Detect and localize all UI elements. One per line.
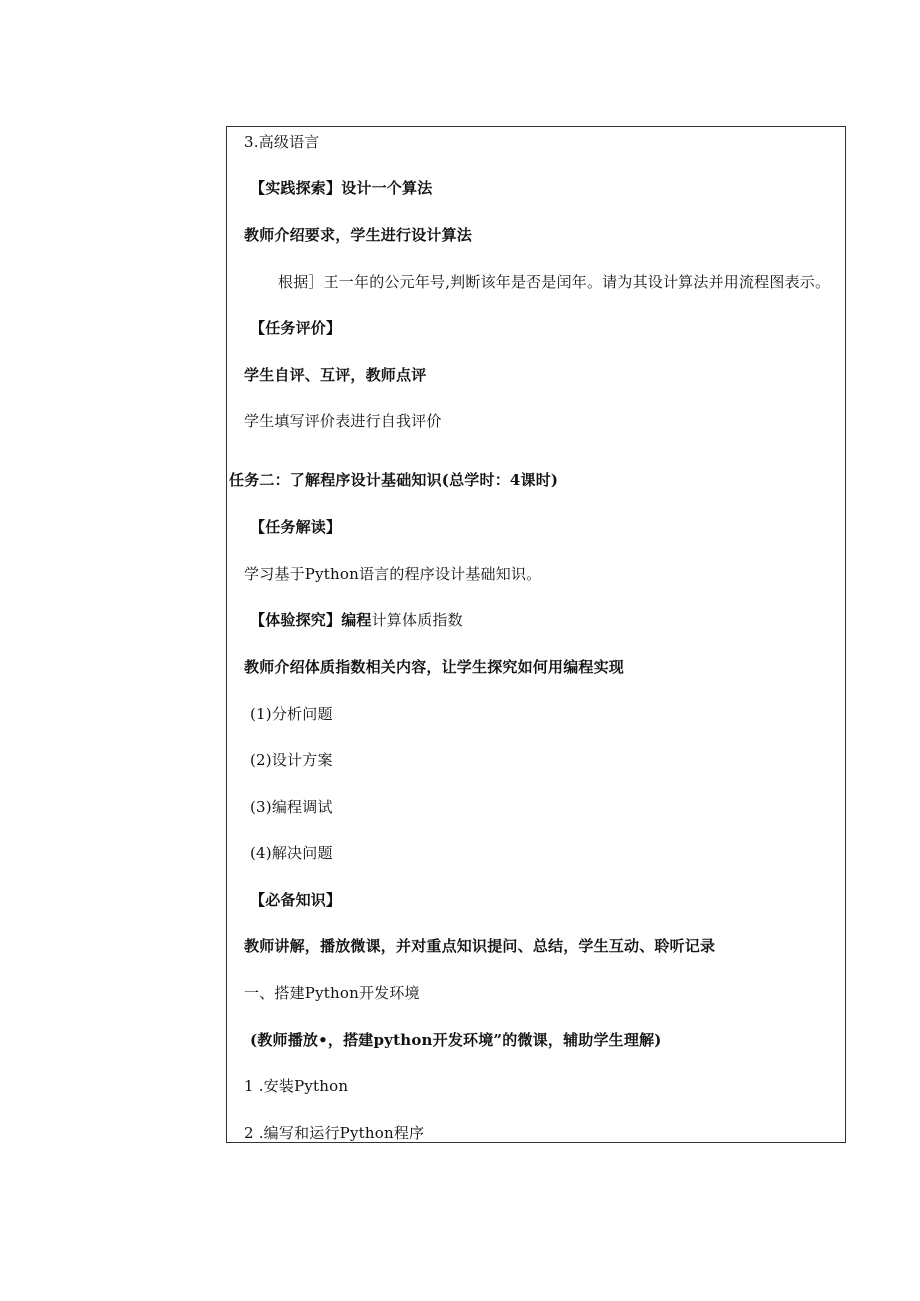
section-experience-inquiry bbox=[250, 610, 463, 630]
section-task-evaluation: 【任务评价】 bbox=[250, 319, 342, 337]
learning-objective: 学习基于Python语言的程序设计基础知识。 bbox=[244, 565, 542, 583]
teaching-method-note: 教师讲解，播放微课，并对重点知识提问、总结，学生互动、聆听记录 bbox=[244, 937, 716, 955]
step-program-debug: (3)编程调试 bbox=[250, 798, 333, 816]
section-practice-exploration: 【实践探索】设计一个算法 bbox=[250, 179, 433, 197]
section-task-interpretation: 【任务解读】 bbox=[250, 518, 342, 536]
instruction-design-algorithm: 教师介绍要求，学生进行设计算法 bbox=[244, 226, 473, 244]
task-leap-year-description: 根据］王一年的公元年号,判断该年是否是闰年。请为其设计算法并用流程图表示。 bbox=[278, 273, 831, 291]
step-solve-problem: (4)解决问题 bbox=[250, 844, 333, 862]
bmi-calculation-topic: 计算体质指数 bbox=[371, 611, 463, 629]
experience-inquiry-label: 【体验探究】编程 bbox=[250, 611, 372, 629]
micro-lesson-note: (教师播放•，搭建python开发环境”的微课，辅助学生理解) bbox=[250, 1031, 662, 1049]
self-evaluation-note: 学生填写评价表进行自我评价 bbox=[244, 412, 442, 430]
task-two-title: 任务二：了解程序设计基础知识(总学时：4课时) bbox=[229, 471, 559, 489]
heading-high-level-language: 3.高级语言 bbox=[244, 133, 320, 151]
subsection-python-environment: 一、搭建Python开发环境 bbox=[244, 984, 420, 1002]
step-analyze-problem: (1)分析问题 bbox=[250, 705, 333, 723]
item-install-python: 1 .安装Python bbox=[244, 1077, 349, 1095]
section-essential-knowledge: 【必备知识】 bbox=[250, 891, 342, 909]
evaluation-methods: 学生自评、互评，教师点评 bbox=[244, 366, 427, 384]
instruction-bmi-programming: 教师介绍体质指数相关内容，让学生探究如何用编程实现 bbox=[244, 658, 625, 676]
item-write-run-python: 2 .编写和运行Python程序 bbox=[244, 1124, 425, 1142]
step-design-solution: (2)设计方案 bbox=[250, 751, 333, 769]
